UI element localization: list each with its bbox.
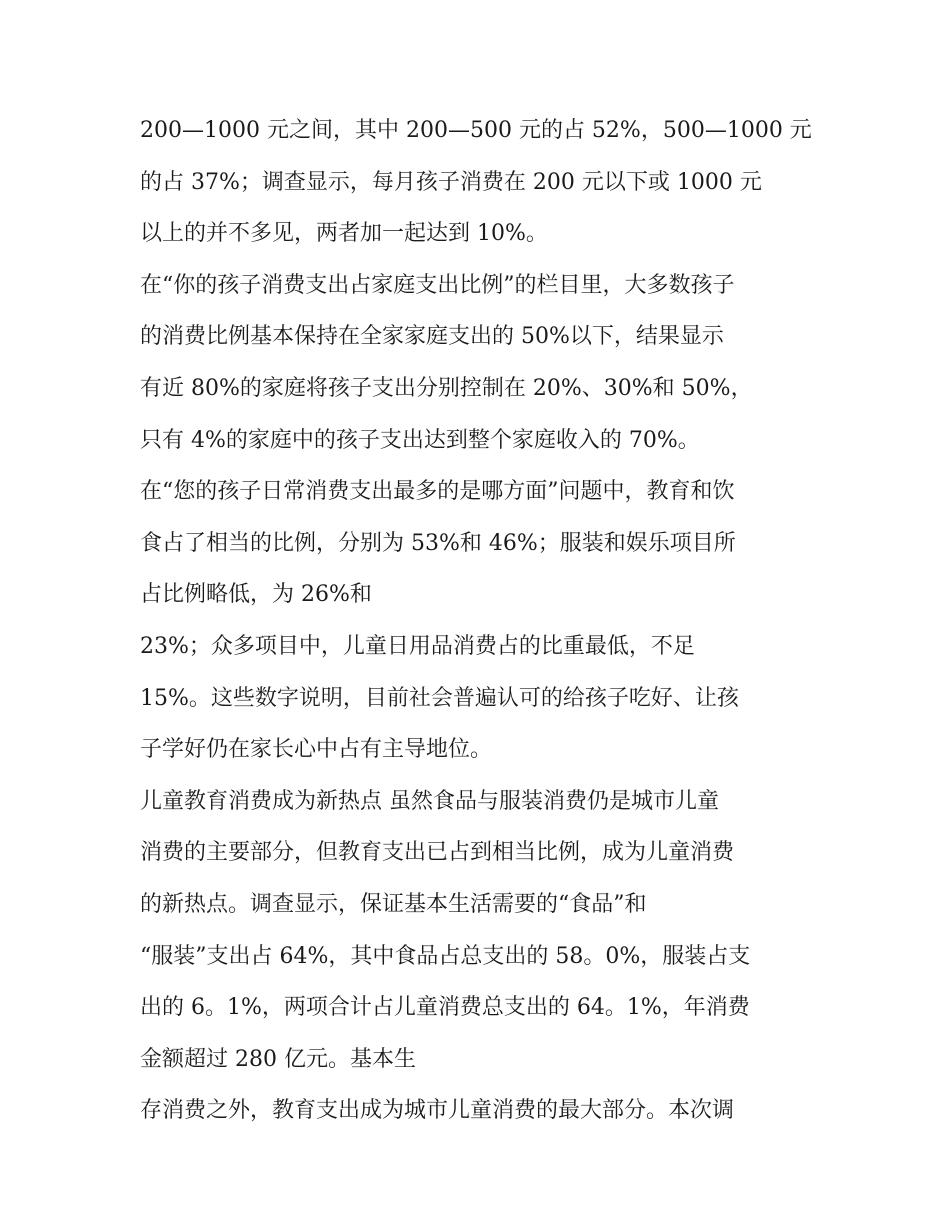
text-line: 以上的并不多见，两者加一起达到 10%。: [140, 221, 548, 247]
text-line: 出的 6。1%，两项合计占儿童消费总支出的 64。1%，年消费: [140, 995, 750, 1021]
text-line: 占比例略低，为 26%和: [140, 582, 372, 608]
text-line: 存消费之外，教育支出成为城市儿童消费的最大部分。本次调: [140, 1098, 735, 1124]
body-text: [140, 105, 830, 1137]
text-line: 的消费比例基本保持在全家家庭支出的 50%以下，结果显示: [140, 324, 724, 350]
text-line: 金额超过 280 亿元。基本生: [140, 1046, 416, 1072]
text-line: “服装”支出占 64%，其中食品占总支出的 58。0%，服装占支: [140, 943, 751, 969]
text-line: 儿童教育消费成为新热点 虽然食品与服装消费仍是城市儿童: [140, 788, 719, 814]
text-line: 的新热点。调查显示，保证基本生活需要的“食品”和: [140, 891, 647, 917]
text-line: 200—1000 元之间，其中 200—500 元的占 52%，500—1000 元: [140, 118, 812, 143]
text-line: 食占了相当的比例，分别为 53%和 46%；服装和娱乐项目所: [140, 530, 736, 556]
text-line: 在“你的孩子消费支出占家庭支出比例”的栏目里，大多数孩子: [140, 272, 735, 298]
text-line: 在“您的孩子日常消费支出最多的是哪方面”问题中，教育和饮: [140, 479, 735, 505]
text-line: 有近 80%的家庭将孩子支出分别控制在 20%、30%和 50%，: [140, 375, 753, 401]
text-line: 的占 37%；调查显示，每月孩子消费在 200 元以下或 1000 元: [140, 169, 762, 195]
text-line: 15%。这些数字说明，目前社会普遍认可的给孩子吃好、让孩: [140, 685, 739, 711]
text-line: 只有 4%的家庭中的孩子支出达到整个家庭收入的 70%。: [140, 427, 700, 453]
text-line: 子学好仍在家长心中占有主导地位。: [140, 737, 493, 763]
text-line: 23%；众多项目中，儿童日用品消费占的比重最低，不足: [140, 633, 695, 659]
text-line: 消费的主要部分，但教育支出已占到相当比例，成为儿童消费: [140, 840, 735, 866]
